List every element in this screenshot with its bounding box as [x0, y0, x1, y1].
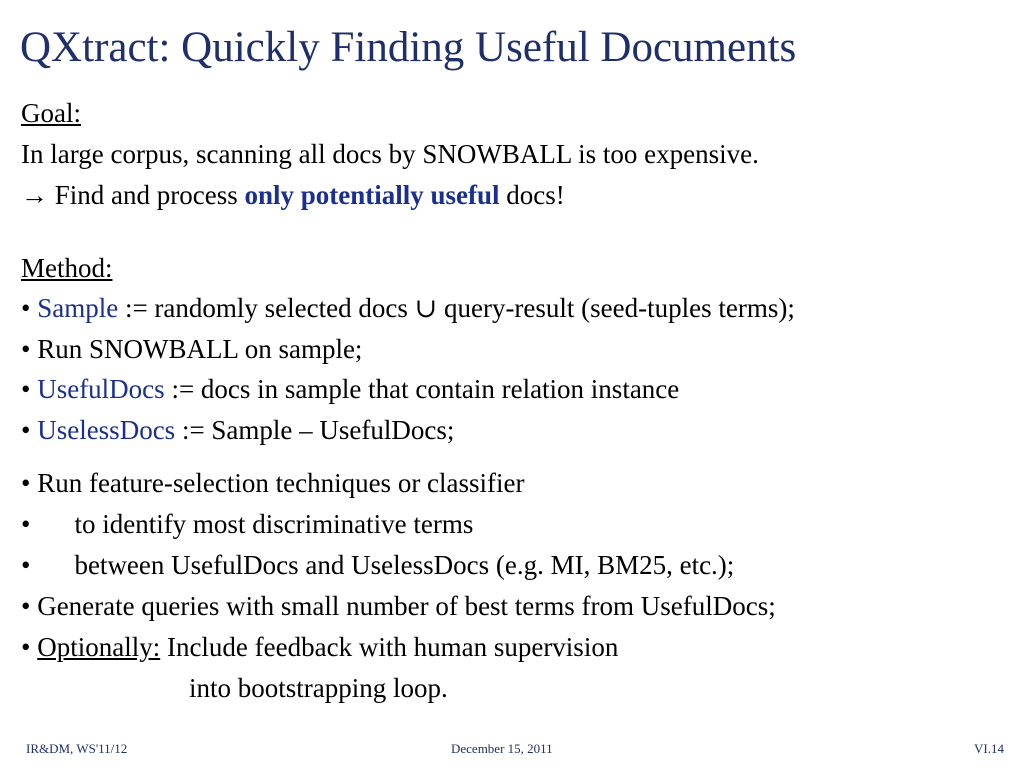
- method-item-feature-selection: [21, 466, 525, 500]
- method-item-generate: [21, 589, 776, 623]
- optionally-text: Include feedback with human supervision: [160, 632, 619, 662]
- generate-text: Generate queries with small number of best terms from UsefulDocs;: [30, 591, 776, 621]
- goal-line-2: [21, 178, 565, 212]
- feature-selection-text: Run feature-selection techniques or classifier: [30, 468, 525, 498]
- bullet-icon: •: [21, 415, 31, 445]
- footer-page-number: VI.14: [974, 741, 1004, 756]
- usefuldocs-term: UsefulDocs: [37, 374, 165, 404]
- method-item-between: [21, 548, 734, 582]
- method-item-optionally: [21, 630, 618, 664]
- footer-course: IR&DM, WS'11/12: [26, 741, 128, 756]
- bullet-icon: •: [21, 591, 31, 621]
- bullet-icon: •: [21, 632, 31, 662]
- goal-line-1: In large corpus, scanning all docs by SNOWBALL is too expensive.: [21, 139, 759, 169]
- goal-line-2-pre: Find and process: [48, 180, 245, 210]
- method-item-optionally-continued: [21, 671, 448, 705]
- footer-date: December 15, 2011: [451, 741, 553, 756]
- bullet-icon: •: [21, 374, 31, 404]
- bullet-icon: •: [21, 468, 31, 498]
- bullet-icon: •: [21, 293, 31, 323]
- arrow-icon: →: [21, 180, 48, 210]
- bullet-icon: •: [21, 550, 31, 580]
- method-item-uselessdocs: [21, 413, 454, 447]
- method-item-identify: [21, 507, 473, 541]
- goal-line-2-post: docs!: [499, 180, 565, 210]
- method-heading: Method:: [21, 253, 113, 283]
- goal-heading: Goal:: [21, 98, 81, 128]
- goal-line-2-emphasis: only potentially useful: [244, 180, 500, 210]
- identify-text: to identify most discriminative terms: [74, 509, 474, 539]
- uselessdocs-definition: := Sample – UsefulDocs;: [175, 415, 455, 445]
- method-item-usefuldocs: [21, 372, 679, 406]
- run-snowball-text: Run SNOWBALL on sample;: [30, 334, 363, 364]
- sample-definition: := randomly selected docs ∪ query-result (seed-tuples terms);: [118, 293, 795, 323]
- usefuldocs-definition: := docs in sample that contain relation instance: [164, 374, 680, 404]
- bullet-icon: •: [21, 509, 31, 539]
- uselessdocs-term: UselessDocs: [37, 415, 176, 445]
- bullet-icon: •: [21, 334, 31, 364]
- between-text: between UsefulDocs and UselessDocs (e.g. MI, BM25, etc.);: [74, 550, 735, 580]
- optionally-label: Optionally:: [37, 632, 161, 662]
- slide-title: QXtract: Quickly Finding Useful Documents: [20, 24, 797, 71]
- optionally-continued-text: into bootstrapping loop.: [189, 673, 448, 703]
- method-item-sample: [21, 291, 795, 325]
- sample-term: Sample: [37, 293, 119, 323]
- method-item-run-snowball: [21, 332, 362, 366]
